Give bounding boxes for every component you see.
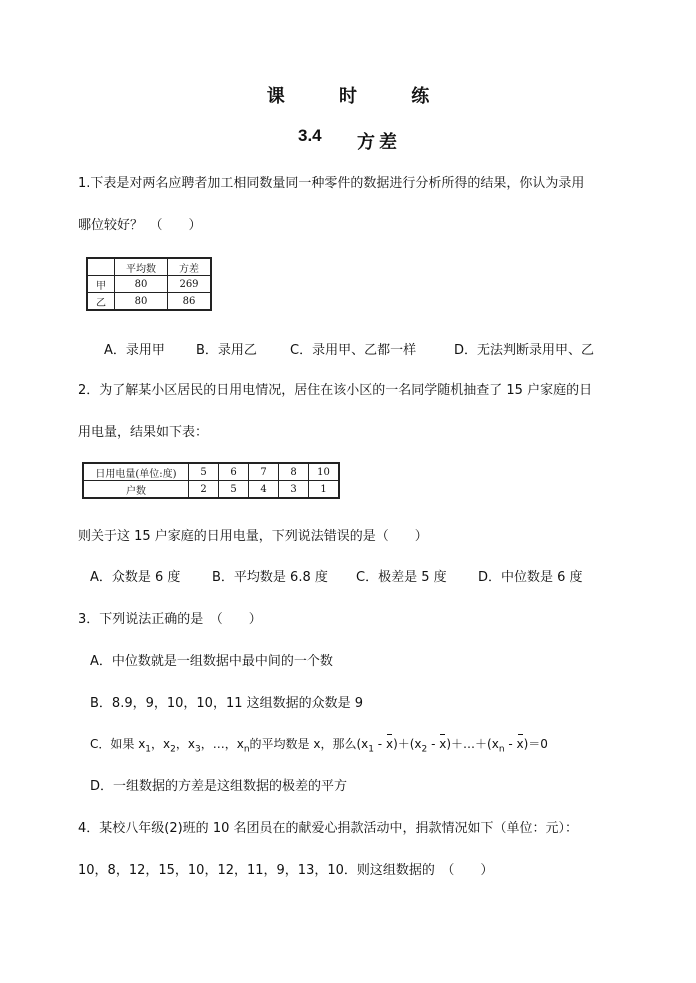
- question-2-table: [82, 462, 340, 499]
- question-3-option-b: B．8.9，9，10，10，11 这组数据的众数是 9: [90, 696, 364, 711]
- question-1-option-a: A．录用甲: [104, 343, 165, 358]
- option-c-text: ，x: [151, 737, 171, 751]
- table-cell: 1: [309, 481, 340, 499]
- table-cell: 乙: [87, 293, 115, 311]
- table-cell: 7: [249, 463, 279, 481]
- subscript: n: [498, 744, 505, 755]
- option-c-text: ，…，x: [200, 737, 244, 751]
- subscript: 2: [170, 744, 176, 755]
- table-cell: 6: [219, 463, 249, 481]
- table-cell: 5: [219, 481, 249, 499]
- question-1-option-b: B．录用乙: [196, 343, 257, 358]
- minus-sign: -: [427, 737, 440, 751]
- question-3-option-c: [90, 735, 548, 754]
- option-c-text: )＝0: [523, 737, 548, 751]
- table-cell: [87, 258, 115, 276]
- question-2-line-2: 用电量，结果如下表：: [78, 425, 209, 440]
- subscript: 2: [421, 744, 428, 755]
- question-1-line-1: 1.下表是对两名应聘者加工相同数量同一种零件的数据进行分析所得的结果，你认为录用: [78, 176, 585, 191]
- table-header: 户数: [83, 481, 189, 499]
- table-cell: 4: [249, 481, 279, 499]
- question-1-option-d: D．无法判断录用甲、乙: [454, 343, 595, 358]
- x-bar-symbol: x: [385, 737, 394, 751]
- subscript: 1: [145, 744, 152, 755]
- question-3-line-1: 3．下列说法正确的是 （ ）: [78, 612, 262, 627]
- option-c-text: )＋(x: [393, 737, 422, 751]
- table-cell: 8: [279, 463, 309, 481]
- table-cell: 80: [115, 276, 168, 293]
- table-cell: 甲: [87, 276, 115, 293]
- table-cell: 269: [168, 276, 212, 293]
- x-bar-symbol: x: [516, 737, 524, 751]
- question-2-option-d: D．中位数是 6 度: [478, 570, 583, 585]
- question-2-option-c: C．极差是 5 度: [356, 570, 447, 585]
- question-3-option-d: D．一组数据的方差是这组数据的极差的平方: [90, 779, 348, 794]
- section-title: 方差: [357, 132, 401, 153]
- question-1-table: [86, 257, 212, 311]
- minus-sign: -: [373, 737, 386, 751]
- question-4-line-1: 4．某校八年级(2)班的 10 名团员在的献爱心捐款活动中，捐款情况如下（单位：元）：: [78, 821, 578, 836]
- option-c-text: C．如果 x: [90, 737, 146, 751]
- table-cell: 3: [279, 481, 309, 499]
- question-2-option-a: A．众数是 6 度: [90, 570, 181, 585]
- question-1-line-2: 哪位较好？ （ ）: [78, 218, 202, 233]
- page-title: 课 时 练: [266, 86, 454, 107]
- question-1-option-c: C．录用甲、乙都一样: [290, 343, 417, 358]
- table-cell: 86: [168, 293, 212, 311]
- table-header: 平均数: [115, 258, 168, 276]
- option-c-text: 的平均数是 x，那么(x: [249, 737, 369, 751]
- subscript: n: [243, 744, 250, 755]
- question-4-line-2: 10，8，12，15，10，12，11，9，13，10．则这组数据的 （ ）: [78, 863, 494, 878]
- section-number: 3.4: [298, 126, 322, 145]
- option-c-text: )＋…＋(x: [446, 737, 499, 751]
- question-2-line-3: 则关于这 15 户家庭的日用电量，下列说法错误的是（ ）: [78, 529, 428, 544]
- question-2-line-1: 2．为了解某小区居民的日用电情况，居住在该小区的一名同学随机抽查了 15 户家庭的日: [78, 383, 593, 398]
- question-3-option-a: A．中位数就是一组数据中最中间的一个数: [90, 654, 333, 669]
- minus-sign: -: [504, 737, 517, 751]
- table-header: 方差: [168, 258, 212, 276]
- option-c-text: ，x: [175, 737, 195, 751]
- subscript: 3: [194, 744, 201, 755]
- question-2-option-b: B．平均数是 6.8 度: [212, 570, 328, 585]
- table-cell: 80: [115, 293, 168, 311]
- subscript: 1: [368, 744, 374, 755]
- x-bar-symbol: x: [439, 737, 447, 751]
- table-cell: 2: [189, 481, 219, 499]
- table-header: 日用电量(单位:度): [83, 463, 189, 481]
- table-cell: 5: [189, 463, 219, 481]
- table-cell: 10: [309, 463, 340, 481]
